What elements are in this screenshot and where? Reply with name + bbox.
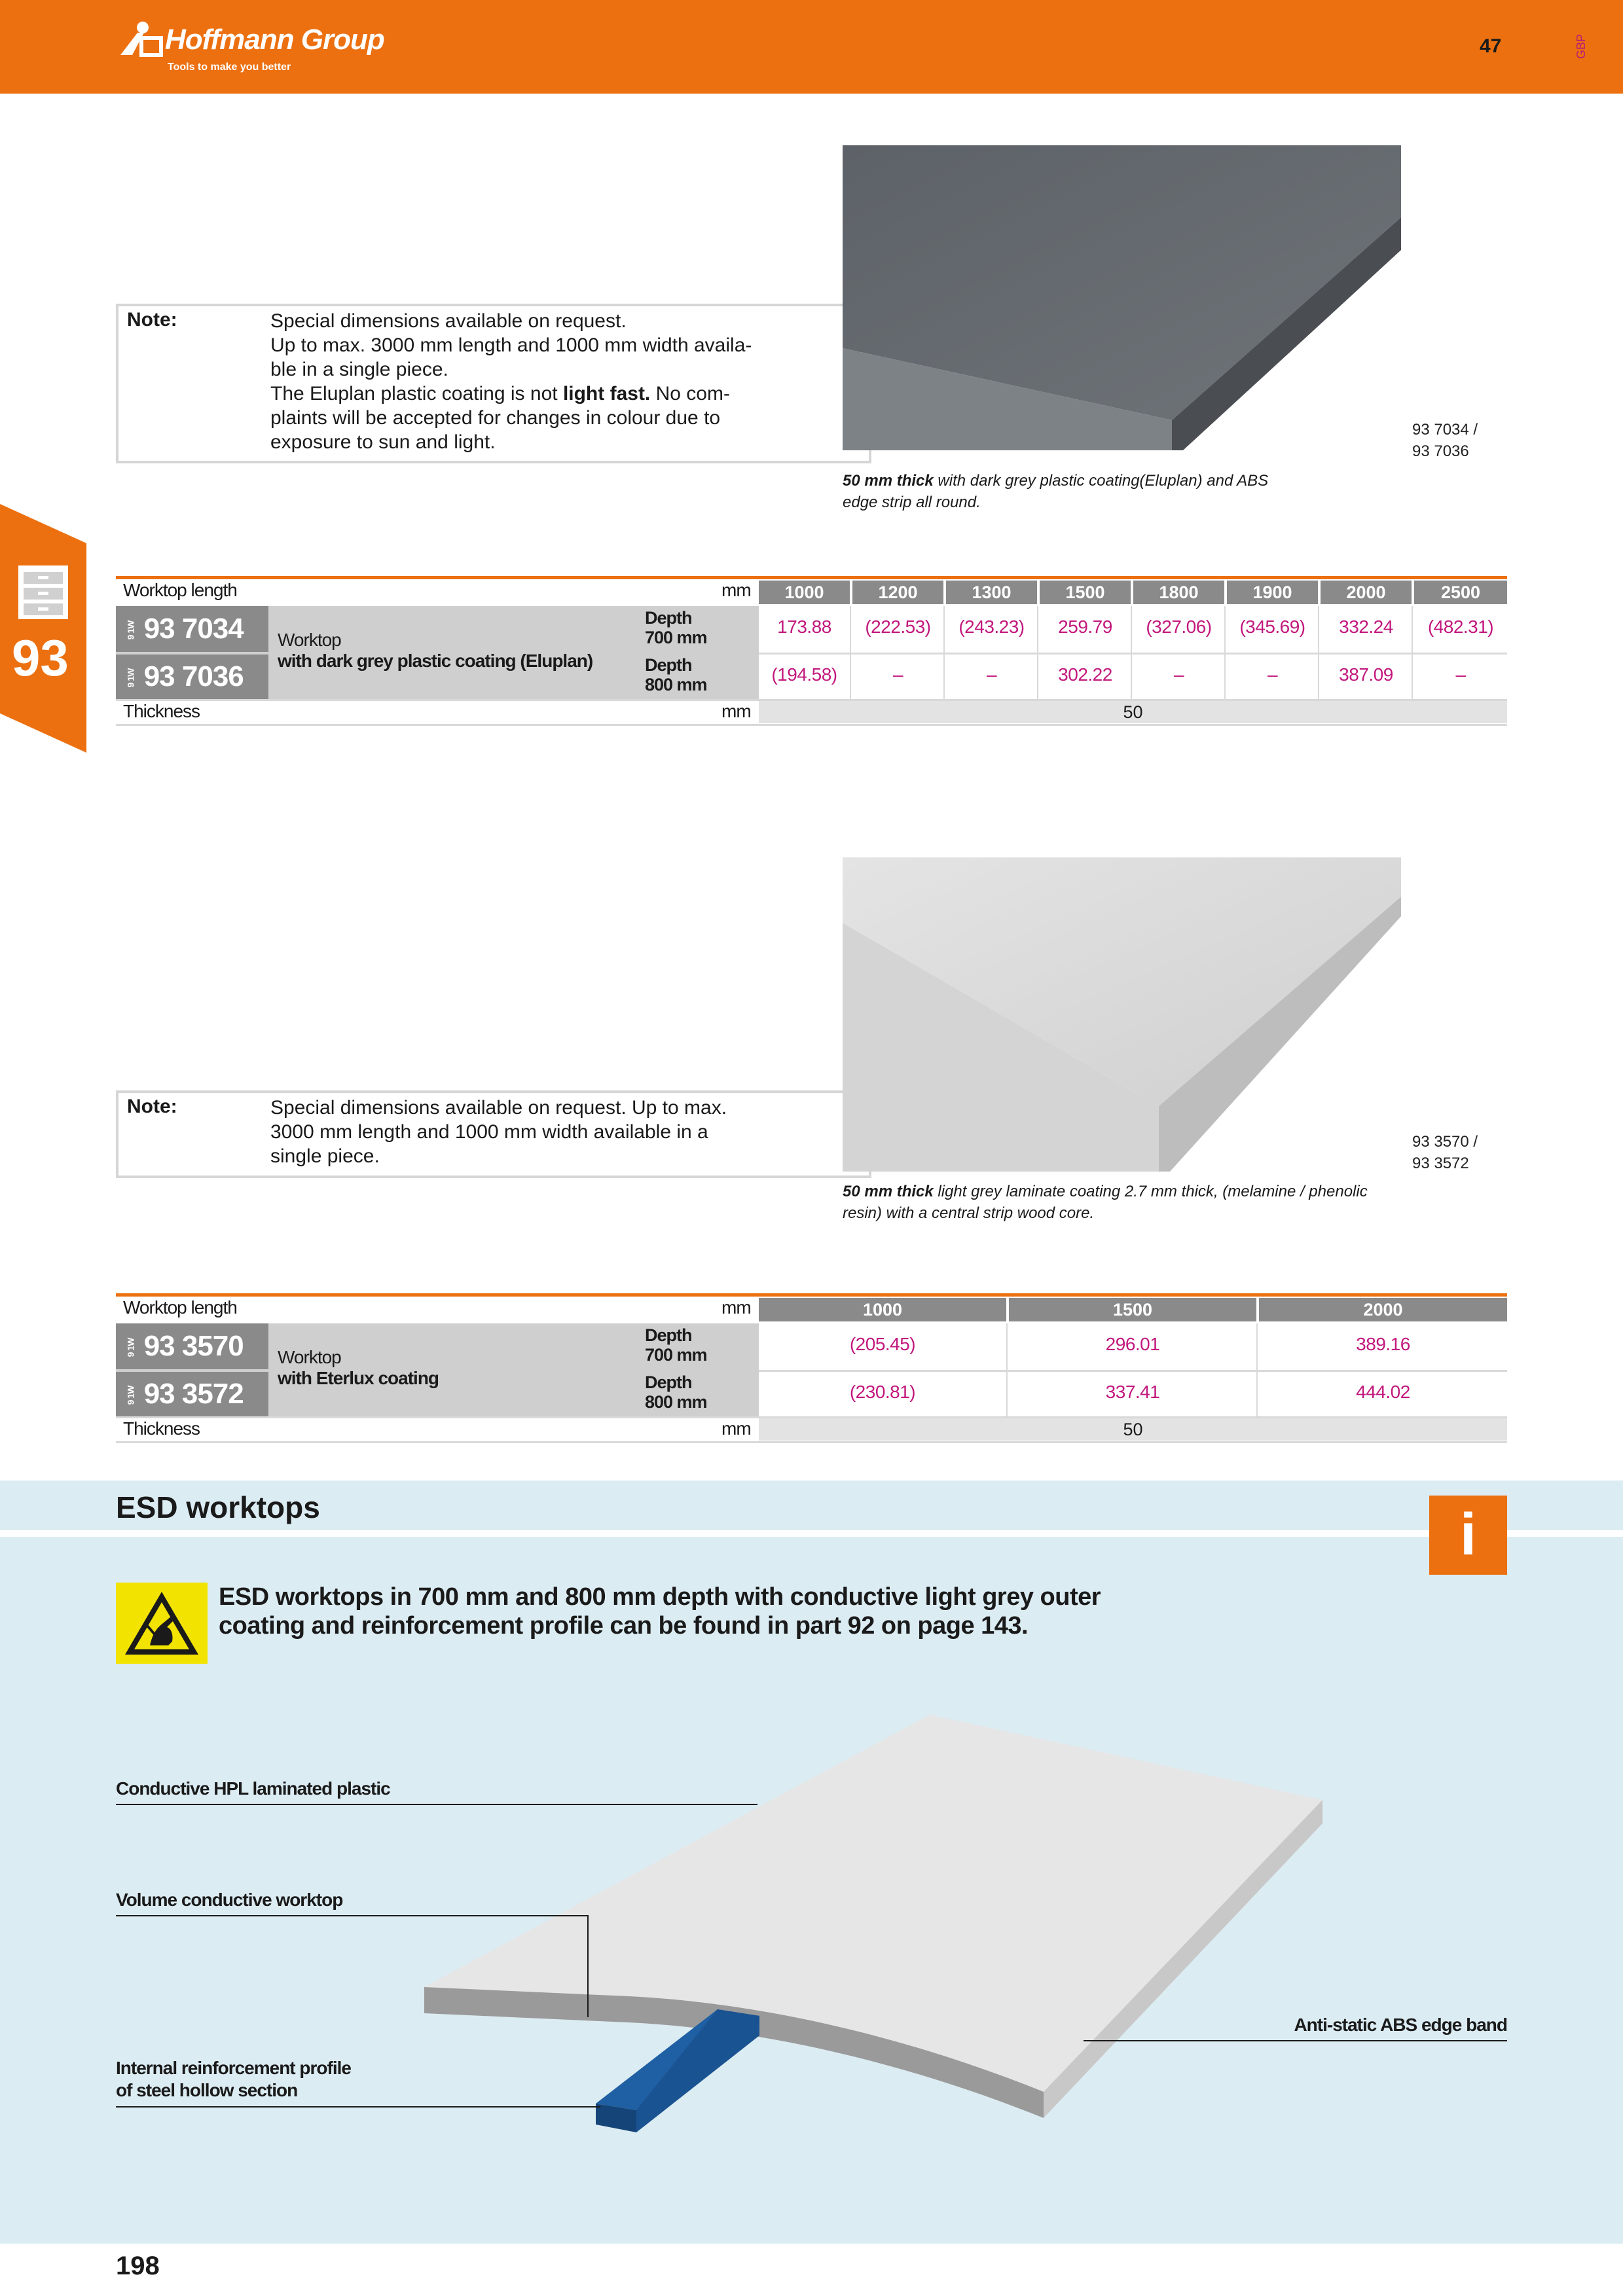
note-line: Special dimensions available on request. Up to max. bbox=[270, 1097, 727, 1119]
footer-page-number: 198 bbox=[116, 2251, 160, 2280]
depth-value: 700 mm bbox=[645, 628, 707, 647]
drawer-cabinet-icon bbox=[16, 563, 71, 622]
callout-leader-line bbox=[1084, 2040, 1507, 2041]
note-text bbox=[270, 309, 860, 454]
price-cell: – bbox=[986, 664, 997, 685]
note-label: Note: bbox=[127, 309, 177, 331]
table-top-rule bbox=[116, 1293, 1507, 1297]
column-divider bbox=[1131, 606, 1132, 699]
caption-text: with dark grey plastic coating(Eluplan) and ABS bbox=[933, 472, 1269, 490]
callout-line: of steel hollow section bbox=[116, 2080, 298, 2100]
esd-warning-icon bbox=[116, 1583, 208, 1664]
esd-divider bbox=[0, 1530, 1623, 1537]
row-divider bbox=[759, 1370, 1507, 1372]
esd-note-line: coating and reinforcement profile can be found in part 92 on page 143. bbox=[219, 1612, 1029, 1640]
article-reference bbox=[1412, 419, 1478, 462]
price-cell: (345.69) bbox=[1239, 617, 1305, 637]
info-icon: i bbox=[1429, 1496, 1507, 1575]
thickness-unit: mm bbox=[721, 701, 751, 721]
article-number: 93 7036 bbox=[143, 660, 244, 692]
article-number: 93 3572 bbox=[143, 1378, 244, 1410]
article-prefix: 9 1W bbox=[125, 621, 136, 640]
note-line: Special dimensions available on request. bbox=[270, 310, 627, 332]
price-cell: (230.81) bbox=[849, 1382, 916, 1402]
article-prefix: 9 1W bbox=[125, 669, 136, 688]
thickness-value: 50 bbox=[759, 1418, 1507, 1441]
brand-tagline: Tools to make you better bbox=[168, 62, 291, 73]
desc-line: Worktop bbox=[278, 630, 341, 650]
hoffmann-logo-icon bbox=[118, 18, 164, 58]
callout-volume: Volume conductive worktop bbox=[116, 1890, 343, 1910]
column-divider bbox=[1224, 606, 1226, 699]
product-description bbox=[278, 630, 593, 672]
column-header: 1900 bbox=[1227, 581, 1318, 604]
thickness-label: Thickness bbox=[123, 701, 200, 721]
column-header: 1800 bbox=[1133, 581, 1224, 604]
depth-value: 800 mm bbox=[645, 675, 707, 694]
column-header: 1300 bbox=[946, 581, 1037, 604]
ref-line: 93 7036 bbox=[1412, 442, 1469, 460]
esd-worktop-illustration bbox=[393, 1695, 1342, 2153]
depth-value: 700 mm bbox=[645, 1345, 707, 1365]
thickness-label: Thickness bbox=[123, 1418, 200, 1439]
ref-line: 93 3570 / bbox=[1412, 1133, 1478, 1151]
price-cell: 296.01 bbox=[1105, 1334, 1160, 1354]
column-divider bbox=[943, 606, 945, 699]
column-header: 1000 bbox=[759, 581, 850, 604]
ref-line: 93 7034 / bbox=[1412, 421, 1478, 439]
depth-caption: Depth bbox=[645, 608, 692, 628]
column-header: 1500 bbox=[1009, 1298, 1256, 1321]
callout-edge-band: Anti-static ABS edge band bbox=[1294, 2015, 1507, 2035]
price-cell: 389.16 bbox=[1356, 1334, 1410, 1354]
article-reference bbox=[1412, 1131, 1478, 1174]
price-cell: 387.09 bbox=[1339, 664, 1393, 685]
column-divider bbox=[1412, 606, 1413, 699]
price-cell: – bbox=[1455, 664, 1466, 685]
note-line: Up to max. 3000 mm length and 1000 mm width availa- bbox=[270, 334, 752, 356]
worktop-dark-photo bbox=[843, 145, 1401, 450]
note-emphasis: light fast. bbox=[562, 383, 651, 404]
depth-label bbox=[645, 608, 707, 647]
callout-line: Internal reinforcement profile bbox=[116, 2058, 351, 2078]
callout-leader-line bbox=[116, 1804, 757, 1805]
caption-line: resin) with a central strip wood core. bbox=[843, 1204, 1095, 1222]
price-cell: – bbox=[892, 664, 903, 685]
callout-profile bbox=[116, 2057, 351, 2102]
callout-leader-line bbox=[116, 2106, 600, 2108]
note-line: single piece. bbox=[270, 1145, 380, 1167]
callout-leader-line bbox=[587, 1915, 589, 2017]
product-caption bbox=[843, 1181, 1406, 1224]
depth-caption: Depth bbox=[645, 655, 692, 675]
row-divider bbox=[116, 1441, 1507, 1443]
column-header: 2500 bbox=[1414, 581, 1507, 604]
caption-line bbox=[843, 470, 1340, 492]
note-line: ble in a single piece. bbox=[270, 359, 448, 380]
price-cell: (205.45) bbox=[849, 1334, 916, 1354]
esd-note bbox=[219, 1583, 1101, 1640]
price-cell: (327.06) bbox=[1146, 617, 1212, 637]
column-header: 1200 bbox=[852, 581, 943, 604]
price-cell: 173.88 bbox=[777, 617, 831, 637]
price-cell: (194.58) bbox=[771, 664, 837, 685]
column-divider bbox=[850, 606, 851, 699]
caption-bold: 50 mm thick bbox=[843, 1183, 934, 1200]
note-line: exposure to sun and light. bbox=[270, 431, 496, 453]
product-caption bbox=[843, 470, 1340, 513]
length-unit: mm bbox=[721, 1297, 751, 1318]
length-label: Worktop length bbox=[123, 1297, 237, 1318]
note-line bbox=[270, 382, 860, 406]
note-text-segment: No com- bbox=[650, 383, 730, 404]
ref-line: 93 3572 bbox=[1412, 1155, 1469, 1172]
desc-line: Worktop bbox=[278, 1347, 341, 1367]
length-label: Worktop length bbox=[123, 580, 237, 600]
column-header: 1000 bbox=[759, 1298, 1006, 1321]
price-cell: – bbox=[1173, 664, 1184, 685]
price-cell: (482.31) bbox=[1427, 617, 1494, 637]
row-divider bbox=[759, 653, 1507, 655]
thickness-unit: mm bbox=[721, 1418, 751, 1439]
section-number: 93 bbox=[12, 629, 69, 687]
esd-note-line: ESD worktops in 700 mm and 800 mm depth with conductive light grey outer bbox=[219, 1583, 1101, 1611]
brand-name: Hoffmann Group bbox=[165, 24, 384, 56]
caption-bold: 50 mm thick bbox=[843, 472, 934, 490]
article-number: 93 3570 bbox=[143, 1330, 244, 1362]
article-number-cell bbox=[116, 606, 268, 652]
article-number: 93 7034 bbox=[143, 613, 244, 645]
note-line: plaints will be accepted for changes in colour due to bbox=[270, 407, 721, 429]
table-top-rule bbox=[116, 576, 1507, 579]
price-cell: 337.41 bbox=[1105, 1382, 1160, 1402]
price-cell: 444.02 bbox=[1356, 1382, 1410, 1402]
article-prefix: 9 1W bbox=[125, 1338, 136, 1357]
depth-label bbox=[645, 655, 707, 694]
row-divider bbox=[116, 724, 1507, 726]
desc-line: with Eterlux coating bbox=[278, 1368, 439, 1388]
depth-label bbox=[645, 1325, 707, 1365]
caption-line: edge strip all round. bbox=[843, 493, 981, 511]
article-number-cell bbox=[116, 655, 268, 699]
depth-caption: Depth bbox=[645, 1325, 692, 1345]
column-divider bbox=[1006, 1323, 1008, 1416]
article-prefix: 9 1W bbox=[125, 1386, 136, 1405]
country-code: GBP bbox=[1575, 33, 1588, 59]
column-divider bbox=[1318, 606, 1319, 699]
length-unit: mm bbox=[721, 580, 751, 600]
esd-title: ESD worktops bbox=[116, 1490, 320, 1524]
depth-caption: Depth bbox=[645, 1372, 692, 1392]
article-number-cell bbox=[116, 1372, 268, 1416]
article-number-cell bbox=[116, 1323, 268, 1369]
price-cell: 302.22 bbox=[1058, 664, 1112, 685]
caption-text: light grey laminate coating 2.7 mm thick, (melamine / phenolic bbox=[933, 1183, 1368, 1200]
column-header: 2000 bbox=[1321, 581, 1412, 604]
worktop-light-photo bbox=[843, 857, 1401, 1172]
header-page-number: 47 bbox=[1480, 35, 1502, 57]
price-cell: 259.79 bbox=[1058, 617, 1112, 637]
price-cell: (243.23) bbox=[958, 617, 1025, 637]
column-divider bbox=[1256, 1323, 1258, 1416]
desc-line: with dark grey plastic coating (Eluplan) bbox=[278, 651, 593, 671]
thickness-value: 50 bbox=[759, 701, 1507, 723]
depth-label bbox=[645, 1372, 707, 1412]
note-text-segment: The Eluplan plastic coating is not bbox=[270, 383, 563, 404]
callout-leader-line bbox=[116, 1915, 589, 1916]
depth-value: 800 mm bbox=[645, 1392, 707, 1412]
note-text bbox=[270, 1096, 860, 1168]
column-header: 2000 bbox=[1259, 1298, 1507, 1321]
column-divider bbox=[1037, 606, 1038, 699]
callout-hpl: Conductive HPL laminated plastic bbox=[116, 1778, 390, 1799]
price-cell: (222.53) bbox=[865, 617, 931, 637]
price-cell: – bbox=[1267, 664, 1278, 685]
note-line: 3000 mm length and 1000 mm width available in a bbox=[270, 1121, 708, 1143]
price-cell: 332.24 bbox=[1339, 617, 1393, 637]
product-description bbox=[278, 1347, 439, 1389]
note-label: Note: bbox=[127, 1096, 177, 1117]
column-header: 1500 bbox=[1040, 581, 1131, 604]
caption-line bbox=[843, 1181, 1406, 1202]
